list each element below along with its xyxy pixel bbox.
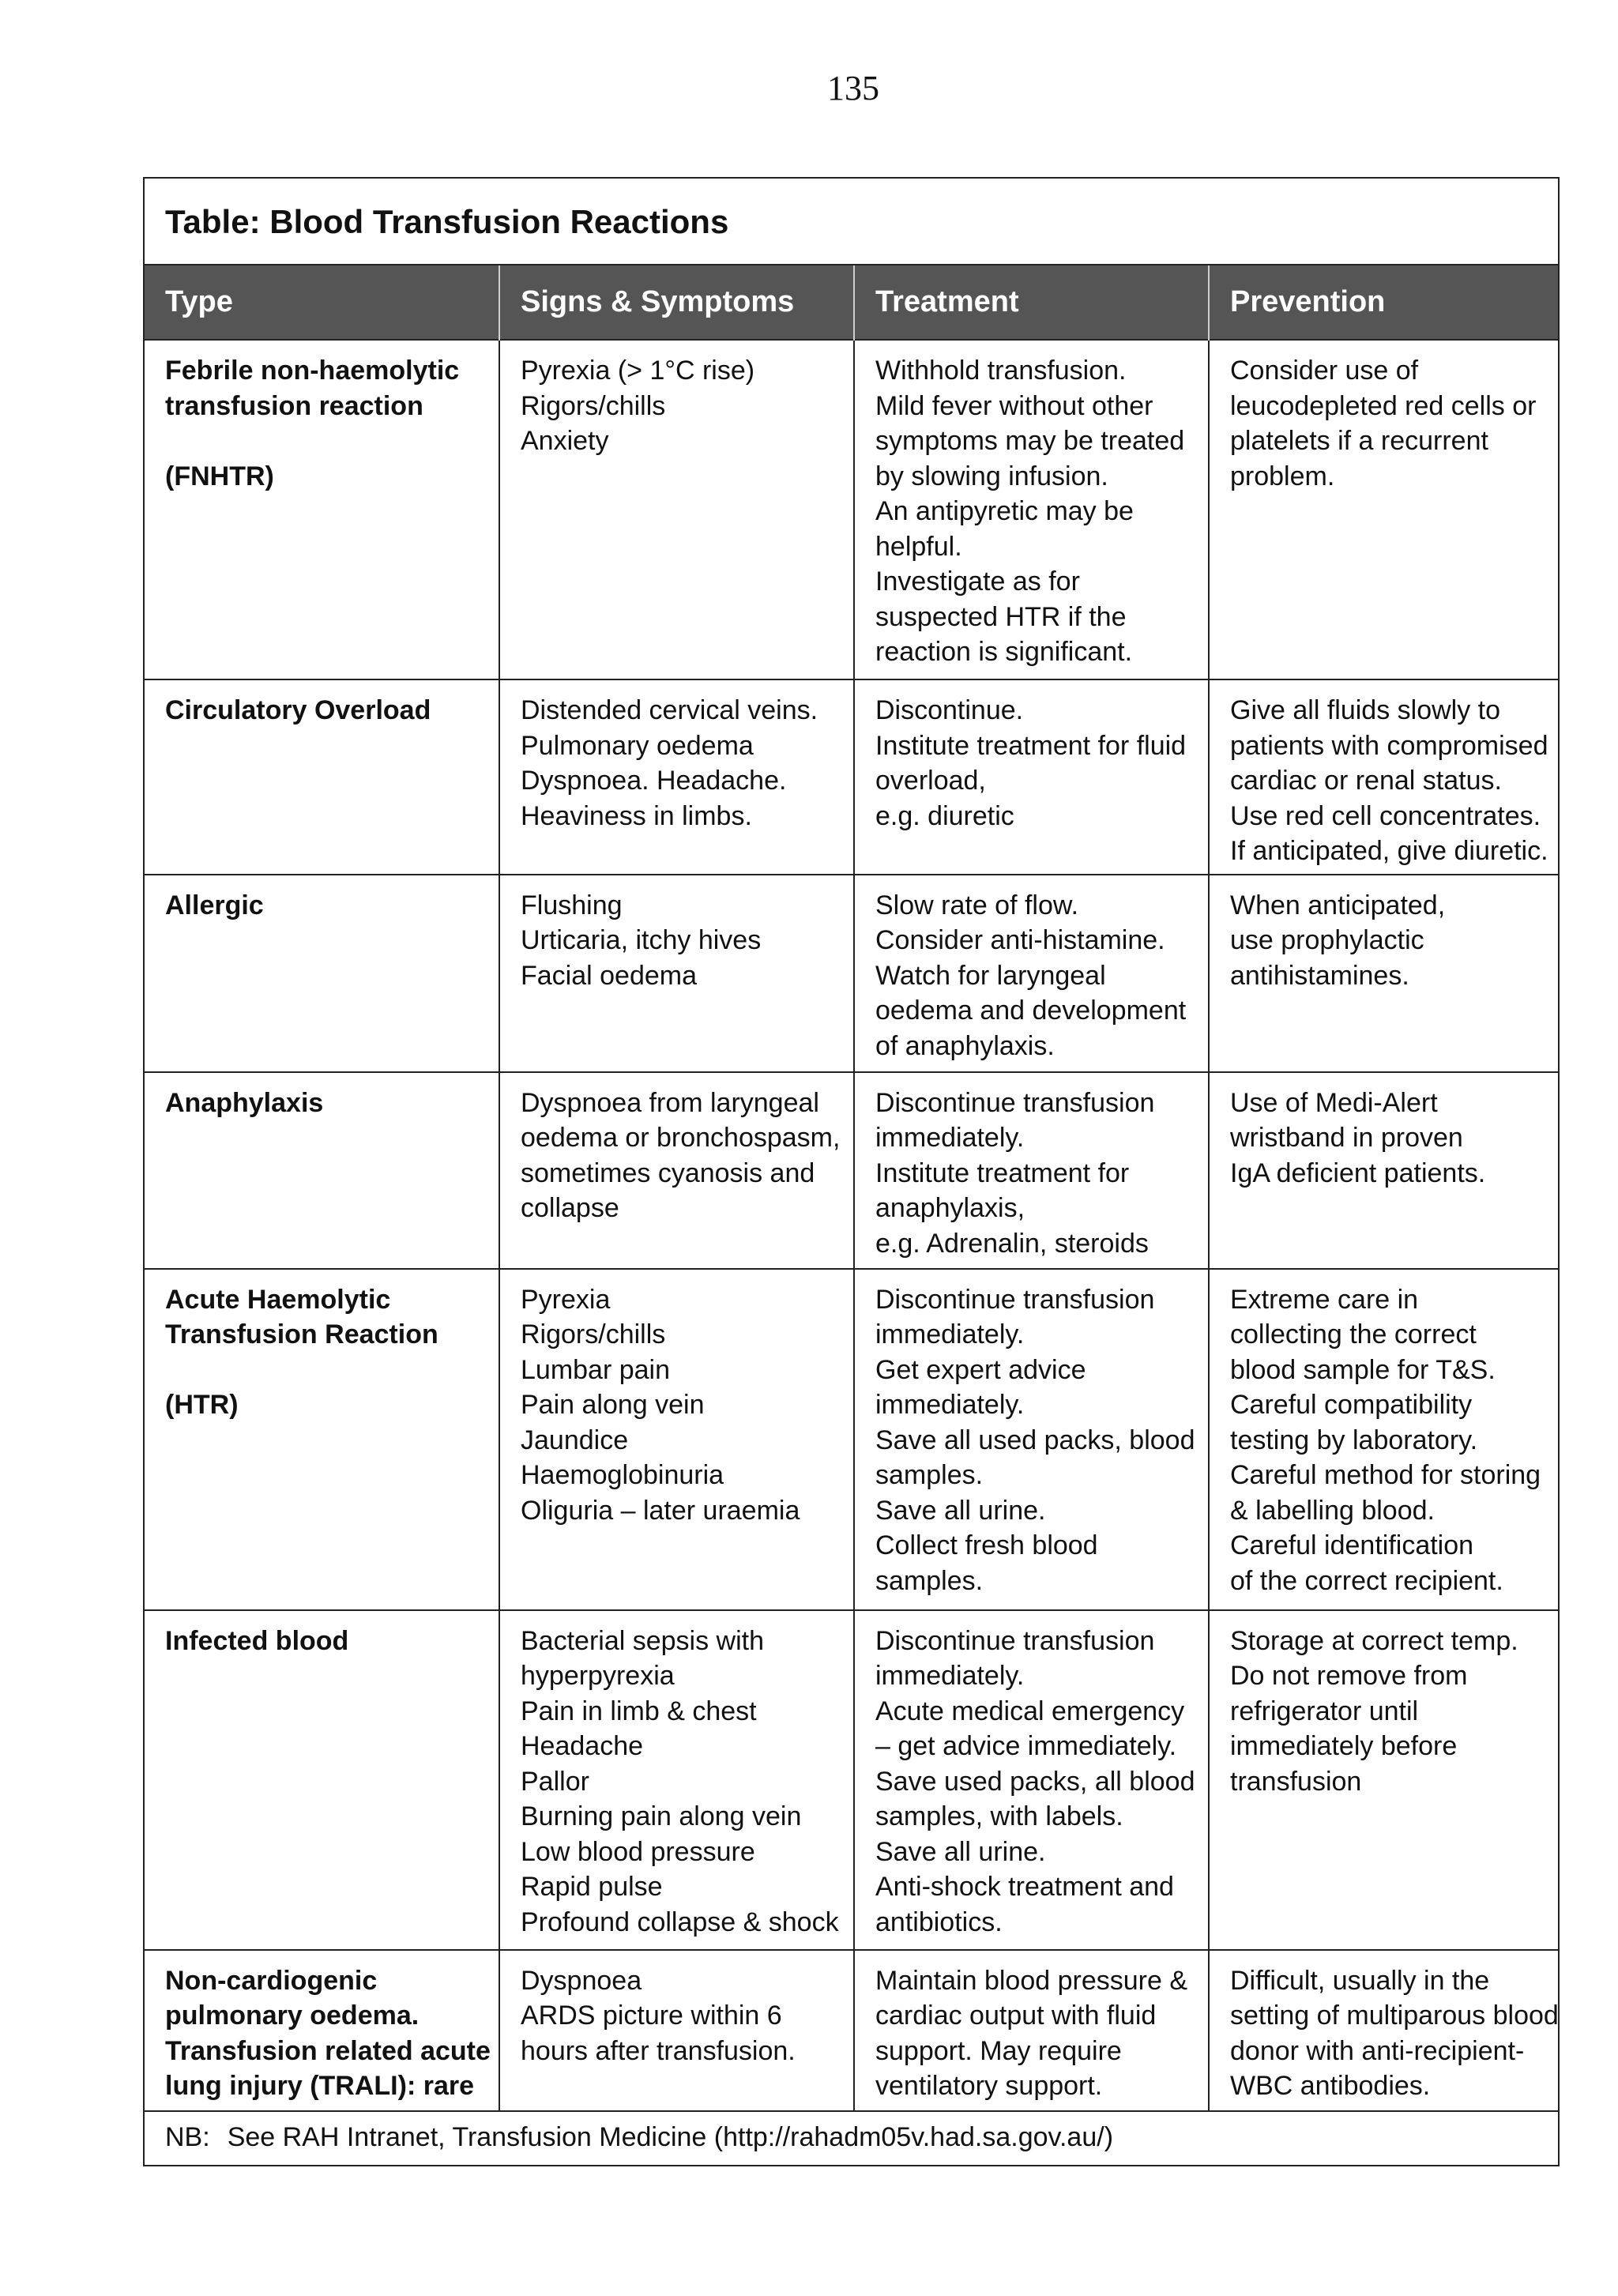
table-title: Table: Blood Transfusion Reactions xyxy=(145,179,1558,265)
type-cell xyxy=(145,1950,499,2110)
table-row xyxy=(145,1269,1558,1610)
cell-line: samples, with labels. xyxy=(875,1801,1123,1831)
cell-line: (HTR) xyxy=(165,1390,239,1420)
cell-line: platelets if a recurrent xyxy=(1230,426,1488,456)
cell-line: Low blood pressure xyxy=(521,1836,755,1867)
cell-line: symptoms may be treated xyxy=(875,426,1185,456)
signs-cell xyxy=(499,875,854,1072)
cell-line: immediately. xyxy=(875,1390,1025,1420)
cell-line xyxy=(165,1353,492,1388)
cell-line: Use of Medi-Alert xyxy=(1230,1087,1438,1118)
cell-line: Anaphylaxis xyxy=(165,1087,324,1118)
cell-line: Transfusion Reaction xyxy=(165,1319,438,1349)
table-row xyxy=(145,1610,1558,1950)
cell-line: testing by laboratory. xyxy=(1230,1425,1478,1455)
cell-line: Extreme care in xyxy=(1230,1284,1419,1315)
cell-line: Bacterial sepsis with xyxy=(521,1625,765,1656)
cell-line: transfusion xyxy=(1230,1766,1362,1797)
cell-line: Jaundice xyxy=(521,1425,629,1455)
cell-line: Acute medical emergency xyxy=(875,1696,1185,1726)
cell-line: collecting the correct xyxy=(1230,1319,1477,1349)
cell-line: Rapid pulse xyxy=(521,1872,663,1902)
page-number: 135 xyxy=(827,69,879,107)
cell-line: Profound collapse & shock xyxy=(521,1906,839,1937)
cell-line: refrigerator until xyxy=(1230,1696,1419,1726)
cell-line: Transfusion related acute xyxy=(165,2035,491,2066)
cell-line: overload, xyxy=(875,766,986,796)
treatment-cell xyxy=(854,340,1209,679)
cell-line: Save all urine. xyxy=(875,1836,1046,1867)
treatment-cell xyxy=(854,1950,1209,2110)
cell-line: Institute treatment for xyxy=(875,1157,1130,1188)
cell-line: Infected blood xyxy=(165,1625,349,1656)
transfusion-reactions-table xyxy=(145,265,1558,2110)
cell-line: Non-cardiogenic xyxy=(165,1965,378,1996)
cell-line: Distended cervical veins. xyxy=(521,695,818,725)
cell-line: helpful. xyxy=(875,531,962,562)
cell-line: Dyspnoea xyxy=(521,1965,642,1996)
cell-line: Circulatory Overload xyxy=(165,695,431,725)
type-cell xyxy=(145,340,499,679)
transfusion-reactions-table-frame xyxy=(143,177,1560,2166)
cell-line: Investigate as for xyxy=(875,566,1080,597)
cell-line: oedema or bronchospasm, xyxy=(521,1123,841,1153)
cell-line: Slow rate of flow. xyxy=(875,890,1079,920)
cell-line: Pulmonary oedema xyxy=(521,730,754,761)
cell-line: Consider use of xyxy=(1230,356,1419,386)
table-row xyxy=(145,679,1558,875)
cell-line: Difficult, usually in the xyxy=(1230,1965,1490,1996)
cell-line: Give all fluids slowly to xyxy=(1230,695,1501,725)
cell-line: Use red cell concentrates. xyxy=(1230,800,1541,831)
cell-line: Rigors/chills xyxy=(521,390,666,421)
table-header-row xyxy=(145,265,1558,340)
footnote xyxy=(145,2110,1558,2165)
cell-line: Urticaria, itchy hives xyxy=(521,925,762,955)
cell-line: cardiac output with fluid xyxy=(875,2001,1157,2031)
cell-line: Heaviness in limbs. xyxy=(521,800,752,831)
cell-line: anaphylaxis, xyxy=(875,1193,1025,1223)
table-body xyxy=(145,340,1558,2110)
cell-line: Discontinue transfusion xyxy=(875,1087,1155,1118)
cell-line: When anticipated, xyxy=(1230,890,1446,920)
cell-line: Anti-shock treatment and xyxy=(875,1872,1174,1902)
cell-line: use prophylactic xyxy=(1230,925,1424,955)
treatment-cell xyxy=(854,875,1209,1072)
cell-line: Pain in limb & chest xyxy=(521,1696,757,1726)
cell-line: Discontinue transfusion xyxy=(875,1284,1155,1315)
cell-line: Lumbar pain xyxy=(521,1354,671,1385)
cell-line: An antipyretic may be xyxy=(875,496,1134,526)
cell-line: Facial oedema xyxy=(521,960,698,991)
header-type: Type xyxy=(145,265,499,340)
cell-line: IgA deficient patients. xyxy=(1230,1157,1486,1188)
cell-line: Headache xyxy=(521,1731,644,1761)
cell-line: collapse xyxy=(521,1193,619,1223)
cell-line: Save all urine. xyxy=(875,1495,1046,1526)
cell-line: Do not remove from xyxy=(1230,1661,1468,1691)
treatment-cell xyxy=(854,679,1209,875)
cell-line: of the correct recipient. xyxy=(1230,1565,1503,1596)
prevention-cell xyxy=(1209,1610,1558,1950)
cell-line: Dyspnoea from laryngeal xyxy=(521,1087,819,1118)
cell-line: ventilatory support. xyxy=(875,2071,1103,2101)
signs-cell xyxy=(499,1269,854,1610)
cell-line: ARDS picture within 6 xyxy=(521,2001,782,2031)
cell-line: immediately before xyxy=(1230,1731,1458,1761)
cell-line: Haemoglobinuria xyxy=(521,1460,724,1490)
cell-line: suspected HTR if the xyxy=(875,601,1127,632)
cell-line: Institute treatment for fluid xyxy=(875,730,1187,761)
prevention-cell xyxy=(1209,875,1558,1072)
cell-line: oedema and development xyxy=(875,996,1187,1026)
cell-line: e.g. diuretic xyxy=(875,800,1014,831)
cell-line: Acute Haemolytic xyxy=(165,1284,391,1315)
cell-line: support. May require xyxy=(875,2035,1122,2066)
cell-line: by slowing infusion. xyxy=(875,461,1108,491)
cell-line: Pallor xyxy=(521,1766,589,1797)
cell-line: Burning pain along vein xyxy=(521,1801,802,1831)
cell-line: immediately. xyxy=(875,1123,1025,1153)
cell-line: Careful identification xyxy=(1230,1530,1474,1560)
cell-line: Flushing xyxy=(521,890,623,920)
cell-line: – get advice immediately. xyxy=(875,1731,1177,1761)
prevention-cell xyxy=(1209,1072,1558,1269)
footnote-text: See RAH Intranet, Transfusion Medicine (http://rahadm05v.had.sa.gov.au/) xyxy=(227,2121,1114,2152)
cell-line: reaction is significant. xyxy=(875,637,1133,667)
cell-line: (FNHTR) xyxy=(165,461,274,491)
cell-line: Consider anti-histamine. xyxy=(875,925,1165,955)
cell-line: Oliguria – later uraemia xyxy=(521,1495,800,1526)
treatment-cell xyxy=(854,1610,1209,1950)
table-row xyxy=(145,340,1558,679)
cell-line: transfusion reaction xyxy=(165,390,423,421)
type-cell xyxy=(145,679,499,875)
header-signs-symptoms: Signs & Symptoms xyxy=(499,265,854,340)
cell-line: cardiac or renal status. xyxy=(1230,766,1502,796)
signs-cell xyxy=(499,1072,854,1269)
cell-line: immediately. xyxy=(875,1319,1025,1349)
cell-line: Anxiety xyxy=(521,426,609,456)
cell-line: Discontinue. xyxy=(875,695,1024,725)
cell-line: If anticipated, give diuretic. xyxy=(1230,836,1548,866)
cell-line: e.g. Adrenalin, steroids xyxy=(875,1228,1149,1259)
cell-line: wristband in proven xyxy=(1230,1123,1463,1153)
cell-line: leucodepleted red cells or xyxy=(1230,390,1537,421)
cell-line: Maintain blood pressure & xyxy=(875,1965,1188,1996)
cell-line: Rigors/chills xyxy=(521,1319,666,1349)
treatment-cell xyxy=(854,1072,1209,1269)
cell-line: Pyrexia xyxy=(521,1284,611,1315)
type-cell xyxy=(145,1072,499,1269)
cell-line: pulmonary oedema. xyxy=(165,2001,420,2031)
cell-line: Storage at correct temp. xyxy=(1230,1625,1518,1656)
cell-line: Dyspnoea. Headache. xyxy=(521,766,787,796)
cell-line: Febrile non-haemolytic xyxy=(165,356,460,386)
cell-line: samples. xyxy=(875,1460,984,1490)
cell-line: patients with compromised xyxy=(1230,730,1548,761)
cell-line: hyperpyrexia xyxy=(521,1661,675,1691)
signs-cell xyxy=(499,679,854,875)
cell-line: Save all used packs, blood xyxy=(875,1425,1195,1455)
cell-line: Allergic xyxy=(165,890,264,920)
cell-line: sometimes cyanosis and xyxy=(521,1157,815,1188)
header-treatment: Treatment xyxy=(854,265,1209,340)
cell-line: Get expert advice xyxy=(875,1354,1086,1385)
cell-line: lung injury (TRALI): rare xyxy=(165,2071,474,2101)
cell-line: Careful method for storing xyxy=(1230,1460,1541,1490)
cell-line: blood sample for T&S. xyxy=(1230,1354,1496,1385)
type-cell xyxy=(145,875,499,1072)
cell-line: & labelling blood. xyxy=(1230,1495,1435,1526)
cell-line: Careful compatibility xyxy=(1230,1390,1473,1420)
cell-line: problem. xyxy=(1230,461,1335,491)
cell-line: of anaphylaxis. xyxy=(875,1030,1055,1061)
cell-line: Pyrexia (> 1°C rise) xyxy=(521,356,755,386)
cell-line: setting of multiparous blood xyxy=(1230,2001,1559,2031)
cell-line xyxy=(165,423,492,459)
cell-line: Pain along vein xyxy=(521,1390,705,1420)
type-cell xyxy=(145,1610,499,1950)
type-cell xyxy=(145,1269,499,1610)
cell-line: immediately. xyxy=(875,1661,1025,1691)
signs-cell xyxy=(499,1950,854,2110)
cell-line: Discontinue transfusion xyxy=(875,1625,1155,1656)
signs-cell xyxy=(499,1610,854,1950)
prevention-cell xyxy=(1209,340,1558,679)
cell-line: samples. xyxy=(875,1565,984,1596)
cell-line: Withhold transfusion. xyxy=(875,356,1127,386)
treatment-cell xyxy=(854,1269,1209,1610)
cell-line: Collect fresh blood xyxy=(875,1530,1098,1560)
cell-line: donor with anti-recipient- xyxy=(1230,2035,1525,2066)
cell-line: hours after transfusion. xyxy=(521,2035,796,2066)
footnote-label: NB: xyxy=(165,2121,210,2152)
cell-line: Mild fever without other xyxy=(875,390,1153,421)
cell-line: antibiotics. xyxy=(875,1906,1003,1937)
cell-line: Watch for laryngeal xyxy=(875,960,1106,991)
cell-line: antihistamines. xyxy=(1230,960,1409,991)
table-row xyxy=(145,875,1558,1072)
prevention-cell xyxy=(1209,679,1558,875)
header-prevention: Prevention xyxy=(1209,265,1558,340)
signs-cell xyxy=(499,340,854,679)
table-row xyxy=(145,1950,1558,2110)
prevention-cell xyxy=(1209,1950,1558,2110)
cell-line: WBC antibodies. xyxy=(1230,2071,1431,2101)
table-row xyxy=(145,1072,1558,1269)
prevention-cell xyxy=(1209,1269,1558,1610)
cell-line: Save used packs, all blood xyxy=(875,1766,1195,1797)
